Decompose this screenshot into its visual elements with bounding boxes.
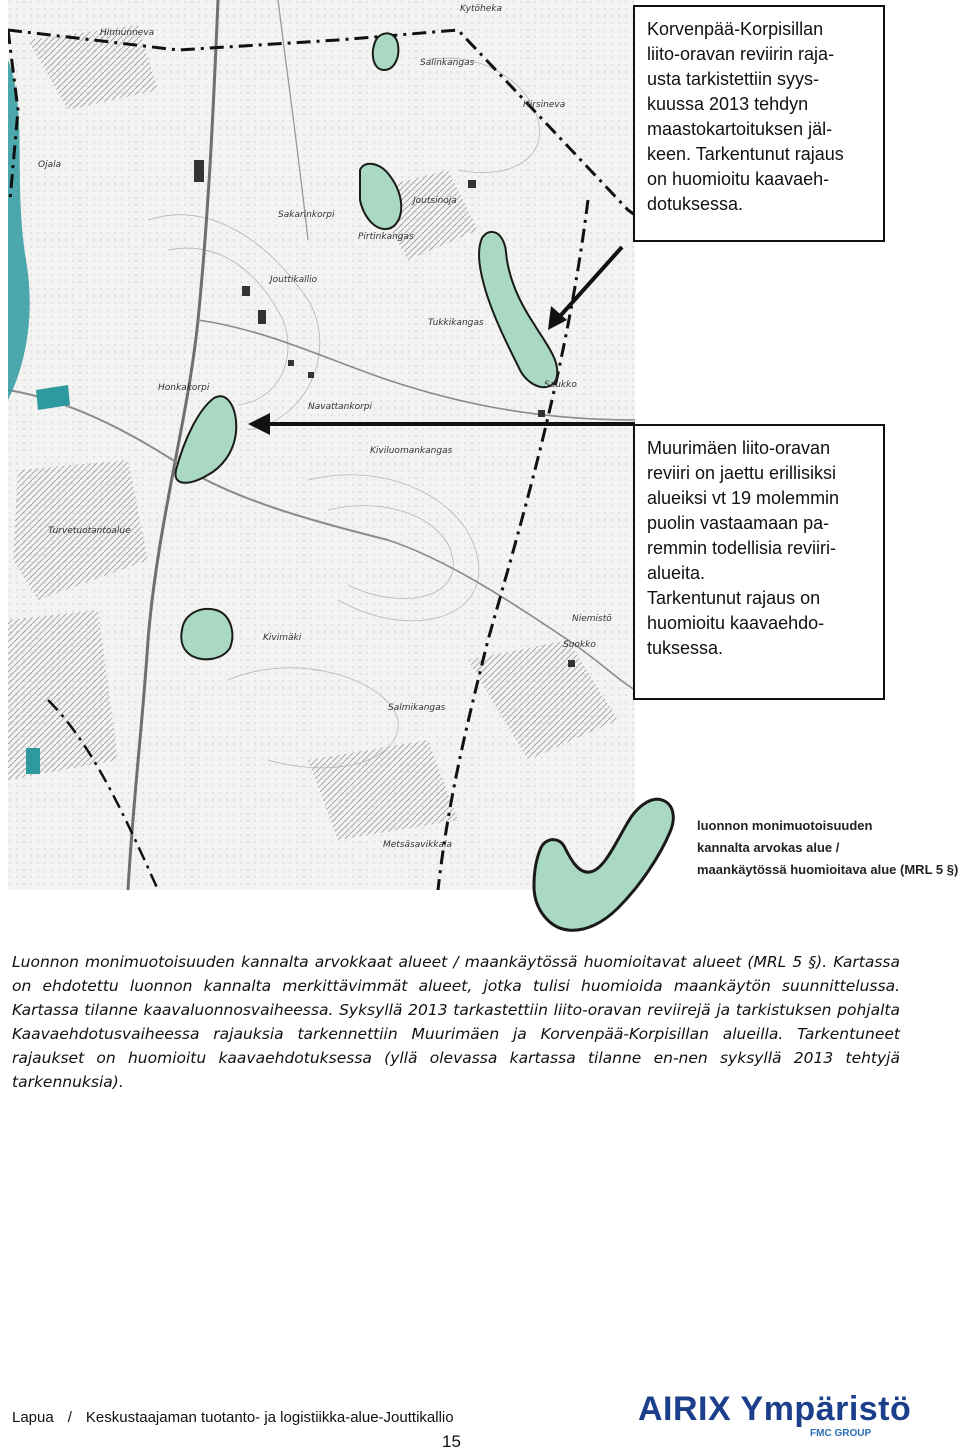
place-label: Honkakorpi: [158, 383, 210, 393]
map-caption: Luonnon monimuotoisuuden kannalta arvokkaat alueet / maankäytössä huomioitavat alueet (MRL 5 §). Kartassa on ehdotettu luonnon kannalta merkittävimmät alueet, jotka tulisi huomioida maankäytön suunnittelussa. Kartassa tilanne kaavaluonnosvaiheessa. Syksyllä 2013 tarkastettiin liito-oravan reviirejä ja tarkistuksen pohjalta Kaavaehdotusvaiheessa rajauksia tarkennettiin Muurimäen ja Korvenpää-Korpisillan alueilla. Tarkentuneet rajaukset on huomioitu kaavaehdotuksessa (yllä olevassa kartassa tilanne en-nen syksyllä 2013 tehtyjä tarkennuksia).: [12, 953, 900, 1091]
callout-line: alueiksi vt 19 molemmin: [647, 488, 840, 508]
nature-area-polygon: [373, 33, 399, 70]
callout-line: alueita.: [647, 563, 706, 583]
place-label: Navattankorpi: [308, 402, 372, 412]
callout-line: kuussa 2013 tehdyn: [647, 94, 809, 114]
place-label: Salinkangas: [420, 58, 475, 68]
place-label: Tukkikangas: [428, 318, 484, 328]
nature-area-polygon: [181, 609, 232, 659]
legend-line: maankäytössä huomioitava alue (MRL 5 §): [697, 862, 959, 877]
callout-korvenpaa: [633, 5, 885, 242]
place-label: Jouttikallio: [270, 275, 318, 285]
legend-line: luonnon monimuotoisuuden: [697, 818, 873, 833]
page-number: 15: [442, 1432, 461, 1451]
place-label: Saukko: [544, 380, 577, 390]
legend-line: kannalta arvokas alue /: [697, 840, 840, 855]
callout-line: puolin vastaamaan pa-: [647, 513, 830, 533]
logo-wordmark: AIRIX Ympäristö: [638, 1390, 912, 1428]
callout-line: liito-oravan reviirin raja-: [647, 44, 835, 64]
callout-line: reviiri on jaettu erillisiksi: [647, 463, 837, 483]
place-label: Joutsinoja: [413, 196, 457, 206]
footer: [12, 1409, 454, 1426]
legend-shape: [534, 799, 673, 930]
callout-line: tuksessa.: [647, 638, 724, 658]
callout-line: dotuksessa.: [647, 194, 744, 214]
place-label: Kytöheka: [460, 4, 502, 14]
place-label: Salmikangas: [388, 703, 446, 713]
map-graphics: [8, 0, 635, 890]
callout-line: huomioitu kaavaehdo-: [647, 613, 825, 633]
callout-line: Tarkentunut rajaus on: [647, 588, 821, 608]
place-label: Niemistö: [572, 614, 612, 624]
callout-line: keen. Tarkentunut rajaus: [647, 144, 844, 164]
footer-separator: /: [67, 1409, 72, 1426]
place-label: Hirsineva: [523, 100, 566, 110]
callout-line: usta tarkistettiin syys-: [647, 69, 820, 89]
company-logo: [638, 1390, 918, 1440]
place-label: Turvetuotantoalue: [48, 526, 131, 536]
callout-muurimaki: [633, 424, 885, 700]
callout-line: remmin todellisia reviiri-: [647, 538, 837, 558]
place-label: Ojala: [38, 160, 62, 170]
legend: [697, 815, 958, 881]
place-label: Suokko: [563, 640, 596, 650]
callout-line: Muurimäen liito-oravan: [647, 438, 831, 458]
pond: [26, 748, 40, 774]
footer-location: Lapua: [12, 1409, 54, 1426]
place-label: Pirtinkangas: [358, 232, 414, 242]
base-map: [8, 0, 635, 890]
place-label: Metsäsavikkala: [383, 840, 453, 850]
place-label: Kivimäki: [263, 633, 302, 643]
callout-line: Korvenpää-Korpisillan: [647, 19, 824, 39]
place-label: Kiviluomankangas: [370, 446, 453, 456]
legend-symbol: [520, 790, 700, 940]
logo-subtitle: FMC GROUP: [810, 1428, 872, 1439]
callout-line: maastokartoituksen jäl-: [647, 119, 833, 139]
place-label: Sakarinkorpi: [278, 210, 335, 220]
footer-project: Keskustaajaman tuotanto- ja logistiikka-alue-Jouttikallio: [85, 1409, 454, 1426]
place-label: Hinnunneva: [100, 28, 155, 38]
callout-line: on huomioitu kaavaeh-: [647, 169, 830, 189]
